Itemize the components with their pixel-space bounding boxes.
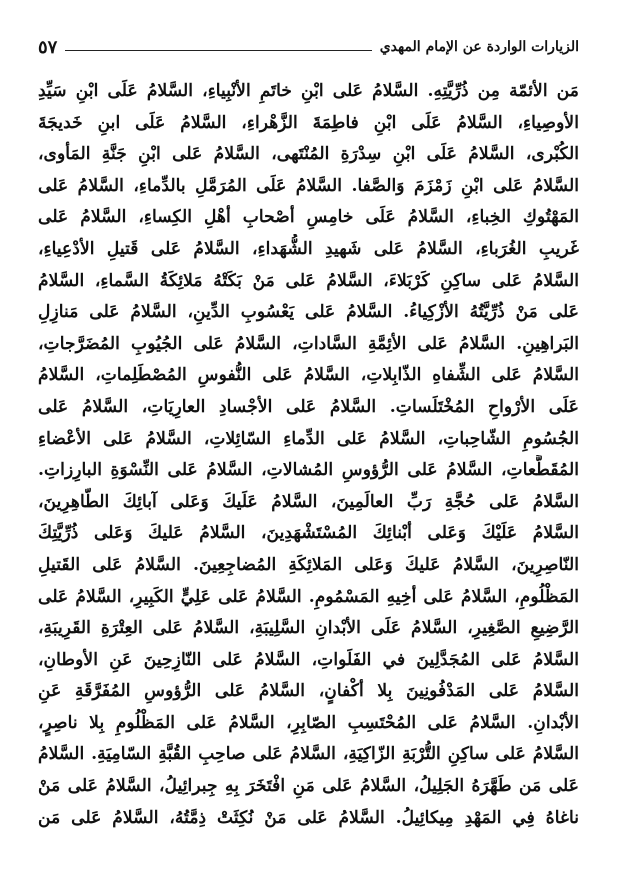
text-line: السَّلامُ عَلَيْكَ وَعَلى أبْنائِكَ المُسْتَشْهَدِينَ، السَّلامُ عَليكَ وَعَلى ذُرِّيَّتِكَ <box>38 523 579 544</box>
text-line: الكُبْرى، السَّلامُ عَلَى ابْنِ سِدْرَةِ المُنْتَهى، السَّلامُ عَلى ابْنِ جَنَّةِ المَأوى، <box>38 144 579 165</box>
text-line: النّاصِرِينَ، السَّلامُ عَليكَ وَعَلى المَلائِكَةِ المُضاجِعِينَ. السَّلامُ عَلى القَتيلِ <box>38 554 579 575</box>
text-line: السَّلامُ عَلى ابْنِ زَمْزَمَ وَالصَّفا. السَّلامُ عَلَى المُرَمَّلِ بالدِّماءِ، السَّلامُ عَلى <box>38 175 579 196</box>
text-line: الأبْدانِ. السَّلامُ عَلى المُحْتَسِبِ الصّابِرِ، السَّلامُ عَلى المَظْلُومِ بِلا ناصِرٍ، <box>38 712 579 733</box>
text-line: السَّلامُ عَلى حُجَّةِ رَبِّ العالَمِينَ، السَّلامُ عَلَيكَ وَعَلى آبائِكَ الطّاهِرِينَ، <box>38 491 579 512</box>
header-rule <box>65 50 371 51</box>
text-line: المَظْلُومِ، السَّلامُ عَلى أخِيهِ المَسْمُومِ. السَّلامُ عَلى عَلِيٍّ الكَبِيرِ، السَّلامُ عَلى <box>38 586 579 607</box>
text-line: السَّلامُ عَلى المَدْفُونِينَ بِلا أكْفانٍ، السَّلامُ عَلى الرُّؤوسِ المُفَرَّقَةِ عَنِ <box>38 681 579 702</box>
text-line: المَهْتُوكِ الخِباءِ، السَّلامُ عَلَى خامِسِ أصْحابِ أهْلِ الكِساءِ، السَّلامُ عَلى <box>38 207 579 228</box>
text-line: السَّلامُ عَلى المُجَدَّلِينَ في الفَلَواتِ، السَّلامُ عَلى النّازِحِينَ عَنِ الأوطانِ، <box>38 649 579 670</box>
text-line: غَريبِ الغُرَباءِ، السَّلامُ عَلى شَهيدِ الشُّهَداءِ، السَّلامُ عَلى قَتيلِ الأدْعِياءِ، <box>38 238 579 259</box>
page-body <box>38 76 579 834</box>
running-title: الزيارات الواردة عن الإمام المهدي <box>379 39 579 55</box>
text-line: مَن الأئمّة مِن ذُرِّيَّتِهِ. السَّلامُ عَلى ابْنِ خاتَمِ الأنْبِياءِ، السَّلامُ عَلَى ابْنِ سَيِّدِ <box>38 81 579 101</box>
text-line: ناغاهُ فِي المَهْدِ مِيكائِيلُ. السَّلامُ عَلى مَنْ نُكِثَتْ ذِمَّتُهُ، السَّلامُ عَلى مَن <box>38 807 579 828</box>
text-line: الجُسُومِ الشّاحِباتِ، السَّلامُ عَلى الدِّماءِ السّائِلاتِ، السَّلامُ عَلى الأعْضاءِ <box>38 428 579 449</box>
text-line: الأوصِياءِ، السَّلامُ عَلَى ابْنِ فاطِمَةَ الزَّهْراءِ، السَّلامُ عَلَى ابنِ خَديجَةَ <box>38 112 579 133</box>
text-line: السَّلامُ عَلى ساكِنِ كَرْبَلاءَ، السَّلامُ عَلى مَنْ بَكَتْهُ مَلائِكَةُ السَّماءِ، السَّلامُ <box>38 270 579 291</box>
text-line: عَلَى الأرْواحِ المُخْتَلَساتِ. السَّلامُ عَلى الأجْسادِ العارِيَاتِ، السَّلامُ عَلى <box>38 396 579 417</box>
page-header <box>38 36 579 58</box>
text-line: السَّلامُ عَلى ساكِنِ التُّرْبَةِ الزّاكِيَةِ، السَّلامُ عَلى صاحِبِ القُبَّةِ السّامِيَةِ. السَّلامُ <box>38 744 579 765</box>
page-number: ٥٧ <box>38 36 58 58</box>
text-line: السَّلامُ عَلى الشِّفاهِ الذّابِلاتِ، السَّلامُ عَلى النُّفوسِ المُصْطَلِماتِ، السَّلامُ <box>38 365 579 386</box>
text-line: المُقَطَّعاتِ، السَّلامُ عَلى الرُّؤوسِ المُشالاتِ، السَّلامُ عَلى النِّسْوَةِ البارِزاتِ. <box>38 460 579 481</box>
text-line: عَلى مَن طَهَّرَهُ الجَلِيلُ، السَّلامُ عَلى مَنِ افْتَخَرَ بِهِ جِبرائِيلُ، السَّلامُ عَلى مَنْ <box>38 776 579 797</box>
text-line: البَراهِينِ. السَّلامُ عَلى الأئِمَّةِ السَّاداتِ، السَّلامُ عَلى الجُيُوبِ المُضَرَّجاتِ، <box>38 333 579 354</box>
text-line: عَلى مَنْ ذُرِّيَّتُهُ الأزْكِياءُ. السَّلامُ عَلى يَعْسُوبِ الدِّينِ، السَّلامُ عَلى مَنازِلِ <box>38 302 579 323</box>
text-line: الرَّضِيعِ الصَّغِيرِ، السَّلامُ عَلَى الأبْدانِ السَّلِيبَةِ، السَّلامُ عَلى العِتْرَةِ القَرِيبَةِ، <box>38 618 579 639</box>
